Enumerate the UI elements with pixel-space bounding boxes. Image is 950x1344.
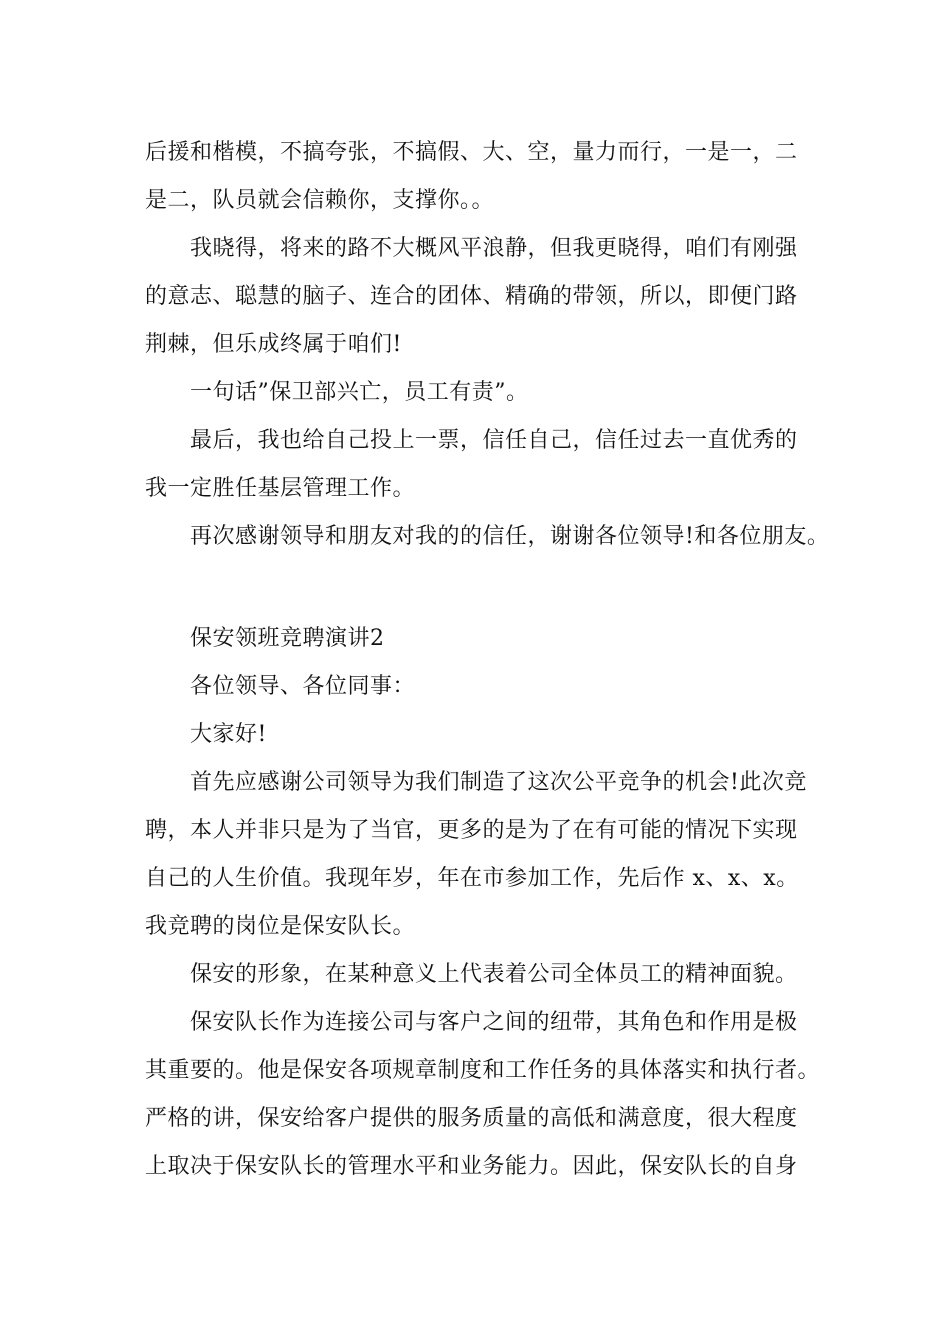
text-line: 大家好!	[190, 722, 267, 747]
text-line: 严格的讲，保安给客户提供的服务质量的高低和满意度，很大程度	[145, 1106, 798, 1131]
text-line: 聘，本人并非只是为了当官，更多的是为了在有可能的情况下实现	[145, 818, 798, 843]
text-line: 保安的形象，在某种意义上代表着公司全体员工的精神面貌。	[190, 962, 798, 987]
text-line: 荆棘，但乐成终属于咱们!	[145, 332, 402, 357]
text-line: 我竞聘的岗位是保安队长。	[145, 914, 416, 939]
text-line: 各位领导、各位同事：	[190, 674, 416, 699]
text-line: 保安队长作为连接公司与客户之间的纽带，其角色和作用是极	[190, 1010, 798, 1035]
section-title: 保安领班竞聘演讲2	[190, 626, 385, 651]
text-line: 后援和楷模，不搞夸张，不搞假、大、空，量力而行，一是一，二	[145, 140, 798, 165]
text-line: 其重要的。他是保安各项规章制度和工作任务的具体落实和执行者。	[145, 1058, 821, 1083]
text-line: 再次感谢领导和朋友对我的的信任，谢谢各位领导!和各位朋友。	[190, 524, 830, 549]
text-line: 最后，我也给自己投上一票，信任自己，信任过去一直优秀的	[190, 428, 798, 453]
text-line: 的意志、聪慧的脑子、连合的团体、精确的带领，所以，即便门路	[145, 284, 798, 309]
text-line: 自己的人生价值。我现年岁，年在市参加工作，先后作 x、x、x。	[145, 866, 799, 891]
text-line: 是二，队员就会信赖你，支撑你。。	[145, 188, 495, 213]
text-line: 我一定胜任基层管理工作。	[145, 476, 416, 501]
text-line: 一句话”保卫部兴亡，员工有责”。	[190, 380, 529, 405]
text-line: 上取决于保安队长的管理水平和业务能力。因此，保安队长的自身	[145, 1154, 798, 1179]
text-line: 我晓得，将来的路不大概风平浪静，但我更晓得，咱们有刚强	[190, 236, 798, 261]
text-line: 首先应感谢公司领导为我们制造了这次公平竞争的机会!此次竞	[190, 770, 807, 795]
